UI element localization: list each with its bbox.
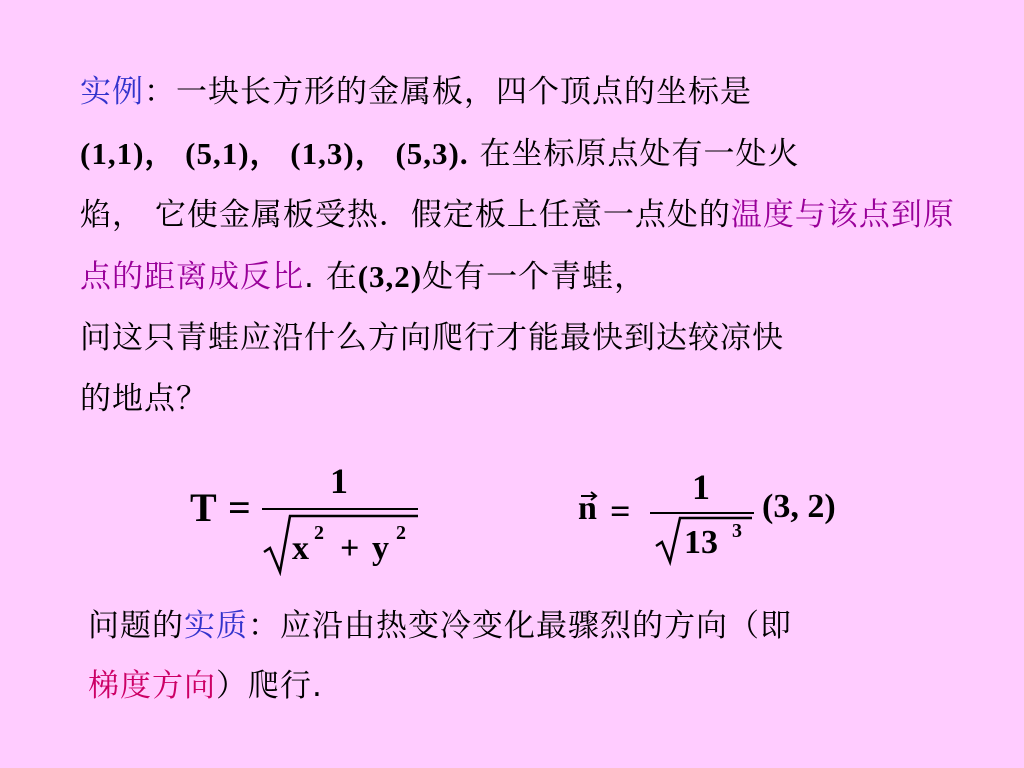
corner-coordinates: (1,1)， (5,1)， (1,3)， (5,3). (80, 136, 469, 171)
text-line1: ：一块长方形的金属板，四个顶点的坐标是 (144, 74, 752, 110)
problem-paragraph (80, 62, 980, 430)
conclusion-end: ）爬行. (216, 668, 323, 704)
frog-point: (3,2) (357, 259, 423, 294)
text-line5: 问这只青蛙应沿什么方向爬行才能最快到达较凉快 (80, 320, 784, 356)
vector-arrow-icon (578, 490, 600, 502)
formula-T-fraction-bar (262, 508, 418, 510)
formula-T-y: y (372, 530, 389, 567)
gradient-direction-highlight: 梯度方向 (88, 668, 216, 704)
formula-n-denominator: 13 (684, 524, 718, 561)
essence-label: 实质 (184, 608, 248, 644)
conclusion-paragraph (88, 596, 978, 716)
formula-T-plus: + (340, 530, 360, 567)
conclusion-prefix: 问题的 (88, 608, 184, 644)
formula-n-numerator: 1 (692, 467, 710, 507)
formula-T-equals: = (228, 485, 251, 530)
text-line3: 焰， 它使金属板受热．假定板上任意一点处的 (80, 197, 731, 233)
formula-n-equals: = (610, 491, 631, 531)
formula-n-exponent: 3 (732, 520, 742, 542)
conclusion-middle: ：应沿由热变冷变化最骤烈的方向（即 (248, 608, 792, 644)
text-line6: 的地点？ (80, 381, 208, 417)
example-label: 实例 (80, 74, 144, 110)
formula-T-y-exponent: 2 (396, 522, 406, 544)
formula-n-lhs: n (578, 490, 597, 527)
formula-T-x-exponent: 2 (314, 522, 324, 544)
formula-T-numerator: 1 (330, 461, 348, 501)
temperature-law-highlight: 温度与该点到原点的距离成反比 (80, 197, 955, 295)
text-line2: 在坐标原点处有一处火 (468, 136, 800, 172)
formula-T-lhs: T (190, 485, 217, 530)
text-after-highlight: . 在 (304, 259, 358, 295)
text-line4: 处有一个青蛙， (422, 259, 647, 295)
formula-n-vector: (3, 2) (762, 488, 836, 525)
formula-T-x: x (292, 530, 309, 567)
